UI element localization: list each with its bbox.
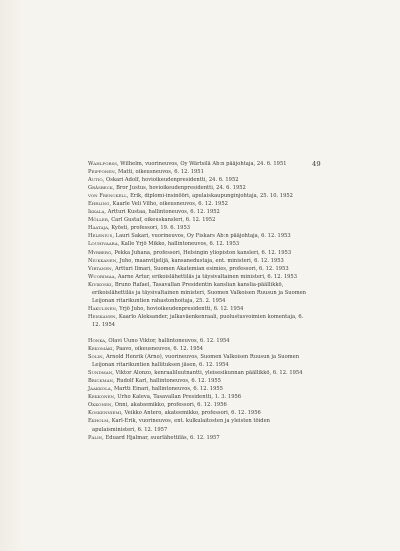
list-item	[88, 232, 306, 240]
list-item	[88, 168, 306, 176]
entry-text: Oskari Adolf, hovioikeudenpresidentti, 24. 6. 1952	[104, 177, 239, 184]
list-item	[88, 265, 306, 273]
entry-text: Arnold Henrik (Arno), vuorineuvos, Suomen Valkoisen Ruusun ja Suomen Leijonan ritarikuntien hallituksen jäsen, 6. 12. 1954	[92, 354, 300, 369]
entry-text: Artturi Ilmari, Suomen Akatemian esimies, professori, 6. 12. 1953	[113, 265, 289, 272]
entry-text: Juho, maanviljelijä, kansanedustaja, ent. ministeri, 6. 12. 1953	[117, 257, 284, 264]
entry-text: Yrjö Juho, hovioikeudenpresidentti, 6. 12. 1954	[117, 305, 244, 312]
list-item	[88, 305, 306, 313]
list-item	[88, 224, 306, 232]
entry-name: von Frenckell,	[88, 193, 129, 200]
list-item	[88, 184, 306, 192]
entry-text: Kaarle Veli Vilho, oikeusneuvos, 6. 12. 1952	[110, 201, 228, 208]
entry-text: Onni, akateemikko, professori, 6. 12. 1956	[113, 402, 227, 409]
list-item	[88, 192, 306, 200]
entry-text: Aarne Artur, erikoislähettiläs ja täysivaltainen ministeri, 6. 12. 1953	[116, 273, 297, 280]
entry-name: Honka,	[88, 337, 107, 344]
list-item	[88, 240, 306, 248]
entry-text: Urho Kaleva, Tasavallan Presidentti, 1. 3. 1956	[115, 394, 242, 401]
entry-text: Matti, oikeusneuvos, 6. 12. 1951	[116, 169, 204, 176]
list-item	[88, 208, 306, 216]
list-item	[88, 377, 306, 385]
entry-name: Wahlforss,	[88, 161, 119, 167]
list-item	[88, 281, 306, 305]
entry-name: Ekholm,	[88, 418, 111, 425]
list-item	[88, 160, 306, 168]
entry-text: Karl-Erik, vuorineuvos, ent. kulkulaitosten ja yleisten töiden apulaisministeri, 6. 12. 1957	[92, 418, 270, 433]
entry-name: Brickman,	[88, 378, 115, 385]
entry-text: Erik, diplomi-insinööri, apulaiskaupunginjohtaja, 25. 10. 1952	[128, 193, 293, 200]
entry-name: Ehrling,	[88, 201, 111, 208]
entry-name: Kekkonen,	[88, 394, 116, 401]
entry-name: Louhivaara,	[88, 241, 120, 248]
entry-name: Jaakkola,	[88, 386, 113, 393]
entry-name: Kekomäki,	[88, 346, 115, 353]
list-item	[88, 249, 306, 257]
entry-name: Myrberg,	[88, 249, 113, 256]
entry-text: Rudolf Karl, hallintoneuvos, 6. 12. 1955	[114, 378, 221, 385]
list-item	[88, 385, 306, 393]
entry-name: Gråsbeck,	[88, 185, 115, 192]
entry-text: Bruno Rafael, Tasavallan Presidentin kanslian kanslia-päällikkö, erikoislähettiläs ja täysivaltainen ministeri, Suomen Valkoisen Ruusun ja Suomen Leijonan ritarikuntien rahastonhoitaja, 25. 2. 1954	[92, 281, 306, 304]
entry-text: Martti Einari, hallintoneuvos, 6. 12. 1955	[112, 386, 223, 393]
list-item	[88, 273, 306, 281]
entry-text: Pekka Juhana, professori, Helsingin yliopiston kansleri, 6. 12. 1953	[112, 249, 292, 256]
entry-text: Lauri Sakari, vuorineuvos, Oy Fiskars Ab:n pääjohtaja, 6. 12. 1953	[114, 233, 291, 240]
honours-list	[88, 160, 306, 442]
entry-text: Bror Justus, hovioikeudenpresidentti, 24. 6. 1952	[114, 185, 246, 192]
list-item	[88, 401, 306, 409]
entry-name: Wuorimaa,	[88, 273, 117, 280]
list-item	[88, 176, 306, 184]
list-item	[88, 409, 306, 417]
entry-text: Carl Gustaf, oikeuskansleri, 6. 12. 1952	[109, 217, 216, 224]
entry-text: Kaarlo Aleksander, jalkaväenkenraali, puolustusvoimien komentaja, 6. 12. 1954	[92, 313, 304, 328]
entry-text: Artturi Kustaa, hallintoneuvos, 6. 12. 1952	[106, 209, 220, 216]
list-item	[88, 345, 306, 353]
entry-text: Wilhelm, vuorineuvos, Oy Wärtsilä Ab:n pääjohtaja, 24. 6. 1951	[118, 161, 287, 167]
entry-text: Veikko Antero, akateemikko, professori, 6. 12. 1956	[122, 410, 261, 417]
entry-text: Olavi Uuno Viktor, hallintoneuvos, 6. 12. 1954	[106, 337, 230, 344]
list-item	[88, 369, 306, 377]
entry-text: Eduard Hjalmar, suurlähettiläs, 6. 12. 1957	[103, 434, 220, 441]
entry-name: Niukkanen,	[88, 257, 118, 264]
entry-name: Helenius,	[88, 233, 114, 240]
entry-name: Virtanen,	[88, 265, 114, 272]
list-item	[88, 257, 306, 265]
entry-name: Heiskanen,	[88, 313, 118, 320]
entry-text: Paavo, oikeusneuvos, 6. 12. 1954	[114, 346, 204, 353]
list-item	[88, 337, 306, 345]
list-item	[88, 434, 306, 442]
list-item	[88, 393, 306, 401]
entry-text: Kalle Yrjö Mikko, hallintoneuvos, 6. 12. 1953	[119, 241, 240, 248]
entry-name: Okkonen,	[88, 402, 114, 409]
entry-name: Autio,	[88, 177, 105, 184]
entry-text: Viktor Alonzo, kenraaliluutnantti, yleisesikunnan päällikkö, 6. 12. 1954	[113, 370, 303, 377]
list-item	[88, 353, 306, 369]
entry-name: Peipponen,	[88, 169, 117, 176]
entry-name: Möller,	[88, 217, 110, 224]
list-item	[88, 200, 306, 208]
entry-name: Ikkala,	[88, 209, 107, 216]
entry-name: Kivikoski,	[88, 281, 114, 288]
list-item	[88, 313, 306, 329]
list-item	[88, 216, 306, 224]
entry-name: Palin,	[88, 434, 104, 441]
entry-name: Koskenniemi,	[88, 410, 123, 417]
entry-name: Haataja,	[88, 225, 110, 232]
entry-name: Sundman,	[88, 370, 114, 377]
entry-text: Kyösti, professori, 19. 6. 1953	[109, 225, 191, 232]
entry-name: Solin,	[88, 354, 105, 361]
list-item	[88, 417, 306, 433]
entry-name: Hakulinen,	[88, 305, 118, 312]
page-number: 49	[312, 160, 321, 168]
